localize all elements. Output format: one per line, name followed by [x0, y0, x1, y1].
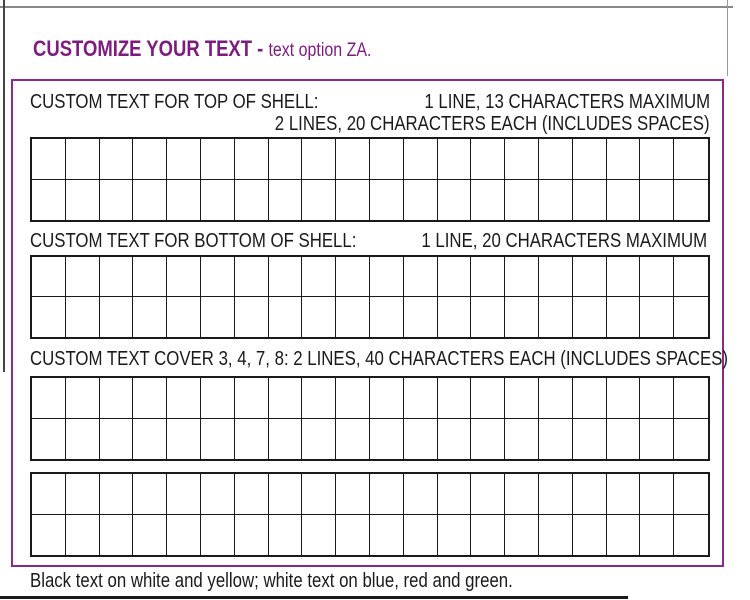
character-cell[interactable]: [133, 297, 167, 337]
character-cell[interactable]: [573, 297, 607, 337]
character-cell[interactable]: [404, 257, 438, 297]
character-cell[interactable]: [505, 378, 539, 419]
character-cell[interactable]: [302, 474, 336, 515]
character-cell[interactable]: [66, 297, 100, 337]
character-cell[interactable]: [201, 257, 235, 297]
character-cell[interactable]: [235, 139, 269, 180]
character-cell[interactable]: [100, 419, 134, 460]
character-cell[interactable]: [539, 139, 573, 180]
title-main: CUSTOMIZE YOUR TEXT -: [33, 36, 264, 61]
character-cell[interactable]: [100, 515, 134, 556]
character-cell[interactable]: [370, 139, 404, 180]
character-cell[interactable]: [573, 378, 607, 419]
footer-rule: [0, 596, 628, 599]
character-cell[interactable]: [539, 419, 573, 460]
cover-character-grid-line-1[interactable]: [30, 376, 710, 461]
character-cell[interactable]: [471, 180, 505, 221]
character-cell[interactable]: [674, 180, 708, 221]
character-cell[interactable]: [66, 419, 100, 460]
character-cell[interactable]: [471, 474, 505, 515]
character-cell[interactable]: [302, 257, 336, 297]
bottom-shell-note-1: 1 LINE, 20 CHARACTERS MAXIMUM: [421, 230, 707, 252]
character-cell[interactable]: [674, 297, 708, 337]
section-title: [33, 36, 436, 64]
character-cell[interactable]: [302, 139, 336, 180]
character-cell[interactable]: [235, 515, 269, 556]
character-cell[interactable]: [302, 180, 336, 221]
bottom-shell-character-grid[interactable]: [30, 255, 710, 339]
character-cell[interactable]: [32, 419, 66, 460]
character-cell[interactable]: [66, 257, 100, 297]
character-cell[interactable]: [674, 515, 708, 556]
character-cell[interactable]: [674, 378, 708, 419]
character-cell[interactable]: [167, 378, 201, 419]
character-cell[interactable]: [336, 297, 370, 337]
character-cell[interactable]: [201, 180, 235, 221]
page-edge-left: [0, 0, 5, 372]
character-cell[interactable]: [573, 419, 607, 460]
character-cell[interactable]: [640, 515, 674, 556]
character-cell[interactable]: [235, 180, 269, 221]
character-cell[interactable]: [471, 515, 505, 556]
character-cell[interactable]: [438, 257, 472, 297]
character-cell[interactable]: [573, 139, 607, 180]
character-cell[interactable]: [302, 419, 336, 460]
character-cell[interactable]: [640, 297, 674, 337]
character-cell[interactable]: [607, 257, 641, 297]
top-shell-character-grid[interactable]: [30, 137, 710, 222]
character-cell[interactable]: [573, 474, 607, 515]
character-cell[interactable]: [404, 515, 438, 556]
character-cell[interactable]: [539, 378, 573, 419]
character-cell[interactable]: [640, 139, 674, 180]
character-cell[interactable]: [573, 180, 607, 221]
character-cell[interactable]: [235, 474, 269, 515]
character-cell[interactable]: [235, 257, 269, 297]
character-cell[interactable]: [269, 378, 303, 419]
character-cell[interactable]: [404, 378, 438, 419]
character-cell[interactable]: [370, 515, 404, 556]
character-cell[interactable]: [336, 139, 370, 180]
character-cell[interactable]: [505, 257, 539, 297]
character-cell[interactable]: [674, 139, 708, 180]
character-cell[interactable]: [269, 474, 303, 515]
character-cell[interactable]: [201, 297, 235, 337]
character-cell[interactable]: [201, 419, 235, 460]
character-cell[interactable]: [336, 515, 370, 556]
character-cell[interactable]: [167, 515, 201, 556]
character-cell[interactable]: [100, 180, 134, 221]
character-cell[interactable]: [167, 180, 201, 221]
character-cell[interactable]: [66, 180, 100, 221]
character-cell[interactable]: [201, 474, 235, 515]
character-cell[interactable]: [607, 419, 641, 460]
character-cell[interactable]: [100, 257, 134, 297]
character-cell[interactable]: [133, 474, 167, 515]
character-cell[interactable]: [539, 474, 573, 515]
character-cell[interactable]: [100, 139, 134, 180]
character-cell[interactable]: [302, 378, 336, 419]
character-cell[interactable]: [100, 297, 134, 337]
character-cell[interactable]: [674, 257, 708, 297]
character-cell[interactable]: [133, 419, 167, 460]
character-cell[interactable]: [404, 419, 438, 460]
character-cell[interactable]: [607, 515, 641, 556]
character-cell[interactable]: [370, 419, 404, 460]
character-cell[interactable]: [505, 139, 539, 180]
character-cell[interactable]: [573, 257, 607, 297]
character-cell[interactable]: [505, 419, 539, 460]
character-cell[interactable]: [674, 419, 708, 460]
character-cell[interactable]: [370, 474, 404, 515]
character-cell[interactable]: [235, 419, 269, 460]
top-shell-note-2: 2 LINES, 20 CHARACTERS EACH (INCLUDES SPACES): [275, 113, 710, 135]
character-cell[interactable]: [370, 297, 404, 337]
character-cell[interactable]: [640, 180, 674, 221]
character-cell[interactable]: [201, 378, 235, 419]
character-cell[interactable]: [404, 474, 438, 515]
character-cell[interactable]: [133, 378, 167, 419]
page-edge-right: [727, 0, 728, 76]
title-sub: text option ZA.: [268, 40, 372, 61]
character-cell[interactable]: [573, 515, 607, 556]
cover-label: CUSTOM TEXT COVER 3, 4, 7, 8: 2 LINES, 40 CHARACTERS EACH (INCLUDES SPACES): [30, 348, 729, 370]
character-cell[interactable]: [607, 378, 641, 419]
character-cell[interactable]: [438, 139, 472, 180]
character-cell[interactable]: [32, 257, 66, 297]
character-cell[interactable]: [269, 297, 303, 337]
character-cell[interactable]: [640, 378, 674, 419]
character-cell[interactable]: [32, 515, 66, 556]
cover-character-grid-line-2[interactable]: [30, 472, 710, 557]
character-cell[interactable]: [302, 515, 336, 556]
character-cell[interactable]: [370, 378, 404, 419]
character-cell[interactable]: [505, 474, 539, 515]
character-cell[interactable]: [167, 297, 201, 337]
character-cell[interactable]: [336, 180, 370, 221]
character-cell[interactable]: [235, 297, 269, 337]
character-cell[interactable]: [607, 297, 641, 337]
character-cell[interactable]: [269, 139, 303, 180]
character-cell[interactable]: [269, 515, 303, 556]
character-cell[interactable]: [32, 139, 66, 180]
character-cell[interactable]: [66, 139, 100, 180]
character-cell[interactable]: [167, 257, 201, 297]
top-shell-label: CUSTOM TEXT FOR TOP OF SHELL:: [30, 91, 319, 113]
character-cell[interactable]: [640, 474, 674, 515]
character-cell[interactable]: [66, 515, 100, 556]
character-cell[interactable]: [100, 378, 134, 419]
character-cell[interactable]: [302, 297, 336, 337]
character-cell[interactable]: [133, 515, 167, 556]
character-cell[interactable]: [336, 378, 370, 419]
character-cell[interactable]: [640, 419, 674, 460]
character-cell[interactable]: [66, 378, 100, 419]
character-cell[interactable]: [133, 180, 167, 221]
character-cell[interactable]: [438, 515, 472, 556]
character-cell[interactable]: [66, 474, 100, 515]
character-cell[interactable]: [607, 474, 641, 515]
character-cell[interactable]: [32, 297, 66, 337]
top-shell-note-1: 1 LINE, 13 CHARACTERS MAXIMUM: [424, 91, 710, 113]
character-cell[interactable]: [133, 139, 167, 180]
character-cell[interactable]: [370, 257, 404, 297]
character-cell[interactable]: [100, 474, 134, 515]
character-cell[interactable]: [336, 257, 370, 297]
character-cell[interactable]: [471, 297, 505, 337]
character-cell[interactable]: [32, 378, 66, 419]
character-cell[interactable]: [539, 180, 573, 221]
character-cell[interactable]: [539, 297, 573, 337]
character-cell[interactable]: [539, 515, 573, 556]
character-cell[interactable]: [235, 378, 269, 419]
character-cell[interactable]: [167, 474, 201, 515]
page-edge-top: [0, 0, 733, 8]
character-cell[interactable]: [32, 180, 66, 221]
character-cell[interactable]: [404, 139, 438, 180]
bottom-shell-label: CUSTOM TEXT FOR BOTTOM OF SHELL:: [30, 230, 357, 252]
character-cell[interactable]: [505, 297, 539, 337]
character-cell[interactable]: [438, 378, 472, 419]
character-cell[interactable]: [336, 419, 370, 460]
character-cell[interactable]: [640, 257, 674, 297]
character-cell[interactable]: [607, 139, 641, 180]
character-cell[interactable]: [471, 257, 505, 297]
character-cell[interactable]: [269, 180, 303, 221]
character-cell[interactable]: [133, 257, 167, 297]
character-cell[interactable]: [438, 419, 472, 460]
character-cell[interactable]: [336, 474, 370, 515]
character-cell[interactable]: [269, 419, 303, 460]
character-cell[interactable]: [201, 515, 235, 556]
character-cell[interactable]: [505, 515, 539, 556]
character-cell[interactable]: [471, 139, 505, 180]
character-cell[interactable]: [438, 474, 472, 515]
character-cell[interactable]: [674, 474, 708, 515]
character-cell[interactable]: [471, 419, 505, 460]
character-cell[interactable]: [471, 378, 505, 419]
character-cell[interactable]: [438, 297, 472, 337]
character-cell[interactable]: [370, 180, 404, 221]
character-cell[interactable]: [32, 474, 66, 515]
footer-note: Black text on white and yellow; white text on blue, red and green.: [30, 570, 513, 592]
character-cell[interactable]: [505, 180, 539, 221]
character-cell[interactable]: [539, 257, 573, 297]
character-cell[interactable]: [438, 180, 472, 221]
character-cell[interactable]: [201, 139, 235, 180]
character-cell[interactable]: [607, 180, 641, 221]
character-cell[interactable]: [404, 180, 438, 221]
character-cell[interactable]: [404, 297, 438, 337]
character-cell[interactable]: [167, 419, 201, 460]
character-cell[interactable]: [269, 257, 303, 297]
character-cell[interactable]: [167, 139, 201, 180]
